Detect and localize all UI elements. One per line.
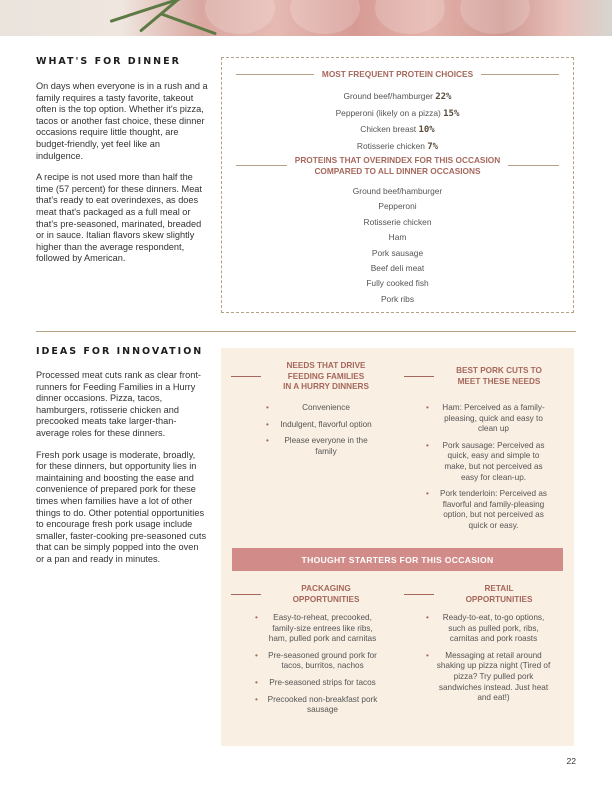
meat-slice-graphic (205, 0, 275, 34)
frequent-item: Rotisserie chicken 7% (356, 140, 439, 152)
overindex-item: Ham (388, 232, 407, 243)
section-title-dinner: WHAT'S FOR DINNER (36, 56, 181, 67)
retail-heading-row (404, 584, 564, 605)
dinner-paragraph: On days when everyone is in a rush and a family requires a tasty favorite, takeout often is the top option. Whether it's pizza, tacos or another fast choice, these dinner occasions require little thought, are budget-friendly, yet feel like an indulgence. (36, 81, 208, 161)
retail-list (426, 613, 551, 710)
overindex-list (222, 184, 573, 307)
need-item: • Convenience (266, 403, 376, 414)
overindex-item: Fully cooked fish (366, 278, 429, 289)
needs-and-cuts-box (221, 348, 574, 746)
frequent-heading-row (236, 69, 559, 80)
packaging-heading-row (231, 584, 391, 605)
cuts-heading: BEST PORK CUTS TO MEET THESE NEEDS (456, 366, 542, 386)
meat-slice-graphic (290, 0, 360, 34)
needs-heading-row (231, 361, 391, 393)
retail-heading: RETAIL OPPORTUNITIES (465, 584, 533, 604)
innovation-body (36, 370, 208, 576)
cuts-list (426, 403, 551, 538)
overindex-heading: PROTEINS THAT OVERINDEX FOR THIS OCCASION COMPARED TO ALL DINNER OCCASIONS (294, 155, 501, 176)
packaging-list (255, 613, 380, 722)
need-item: • Please everyone in the family (266, 436, 376, 457)
packaging-item: • Pre-seasoned strips for tacos (255, 678, 380, 689)
cut-item: • Pork tenderloin: Perceived as flavorful and family-pleasing option, but not perceived as quick or easy. (426, 489, 551, 531)
thought-starters-banner: THOUGHT STARTERS FOR THIS OCCASION (232, 548, 563, 571)
retail-item: • Messaging at retail around shaking up pizza night (Tired of pizza? Try pulled pork sandwiches instead. Just heat and eat!) (426, 651, 551, 704)
meat-slice-graphic (375, 0, 445, 34)
overindex-item: Pepperoni (378, 201, 417, 212)
overindex-heading-row (236, 155, 559, 176)
needs-heading: NEEDS THAT DRIVE FEEDING FAMILIES IN A HURRY DINNERS (283, 361, 369, 391)
frequent-item: Ground beef/hamburger 22% (343, 91, 452, 102)
page-number: 22 (566, 756, 576, 766)
dinner-paragraph: A recipe is not used more than half the time (57 percent) for these dinners. Meat that's ready to eat overindexes, as does meat that's packaged as a full meal or that's pre-seasoned, marinated, breaded or in sauce. Italian flavors skew slightly higher than the average respondent, followed by American. (36, 172, 202, 264)
cut-item: • Pork sausage: Perceived as quick, easy and simple to make, but not perceived as easy for clean-up. (426, 441, 551, 483)
retail-item: • Ready-to-eat, to-go options, such as pulled pork, ribs, carnitas and pork roasts (426, 613, 551, 645)
packaging-item: • Precooked non-breakfast pork sausage (255, 695, 380, 716)
protein-choices-box (221, 57, 574, 313)
needs-list (266, 403, 376, 463)
cut-item: • Ham: Perceived as a family-pleasing, quick and easy to clean up (426, 403, 551, 435)
hero-photo-strip (0, 0, 612, 36)
dinner-body (36, 81, 208, 275)
frequent-heading: MOST FREQUENT PROTEIN CHOICES (321, 69, 474, 79)
innovation-paragraph: Processed meat cuts rank as clear front-runners for Feeding Families in a Hurry dinner occasions. Pizza, tacos, hamburgers, rotisserie chicken and precooked meats take larger-than-average roles for these dinners. (36, 370, 201, 438)
section-divider (36, 331, 576, 332)
meat-slice-graphic (460, 0, 530, 34)
packaging-item: • Pre-seasoned ground pork for tacos, burritos, nachos (255, 651, 380, 672)
overindex-item: Beef deli meat (370, 263, 425, 274)
cuts-heading-row (404, 366, 564, 387)
overindex-item: Pork sausage (371, 247, 424, 258)
section-title-innovation: IDEAS FOR INNOVATION (36, 346, 204, 357)
packaging-heading: PACKAGING OPPORTUNITIES (292, 584, 360, 604)
packaging-item: • Easy-to-reheat, precooked, family-size entrees like ribs, ham, pulled pork and carnitas (255, 613, 380, 645)
overindex-item: Rotisserie chicken (363, 216, 432, 227)
frequent-list (222, 89, 573, 155)
need-item: • Indulgent, flavorful option (266, 420, 376, 431)
overindex-item: Pork ribs (380, 293, 415, 304)
innovation-paragraph: Fresh pork usage is moderate, broadly, for these dinners, but opportunity lies in maintaining and boosting the ease and convenience of prepared pork for these times when families have a lot of other things to do. Other potential opportunities to encourage fresh pork usage include smaller, faster-cooking pre-seasoned cuts that can be simply popped into the oven or a pan and ready in minutes. (36, 449, 207, 564)
frequent-item: Chicken breast 10% (360, 124, 435, 135)
overindex-item: Ground beef/hamburger (352, 186, 443, 196)
frequent-item: Pepperoni (likely on a pizza) 15% (335, 107, 460, 119)
